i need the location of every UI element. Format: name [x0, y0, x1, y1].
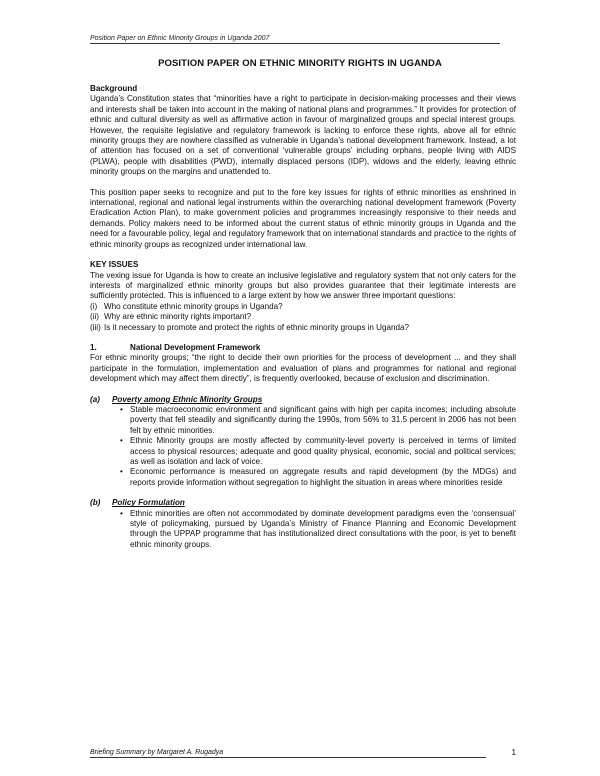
question-number: (i) — [90, 301, 98, 311]
bullet-icon: • — [120, 508, 123, 518]
subsection-a-heading — [90, 395, 516, 405]
question-text: Is it necessary to promote and protect the rights of ethnic minority groups in Uganda? — [104, 322, 410, 332]
bullet-item — [120, 467, 516, 488]
subsection-label: (b) — [90, 498, 101, 508]
question-item — [90, 323, 516, 333]
section-1-text: For ethnic minority groups; “the right to decide their own priorities for the process of development ... and they shall participate in the formulation, implementation and evaluation of plans and programmes for national and regional development which may affect them directly”, is frequently overlooked, because of exclusion and discrimination. — [90, 353, 516, 384]
bullet-text: Ethnic Minority groups are mostly affected by community-level poverty is perceived in terms of limited access to physical resources; adequate and good quality physical, economic, social and political services; as well as isolation and lack of voice. — [130, 436, 516, 466]
header-text: Position Paper on Ethnic Minority Groups in Uganda 2007 — [90, 35, 270, 42]
question-item — [90, 312, 516, 322]
running-footer — [90, 748, 516, 758]
question-number: (ii) — [90, 312, 99, 322]
subsection-a-bullets — [90, 405, 516, 488]
questions-list — [90, 302, 516, 333]
document-body — [90, 84, 516, 550]
question-text: Who constitute ethnic minority groups in Uganda? — [104, 301, 283, 311]
section-1-heading — [90, 343, 516, 353]
background-paragraph-2: This position paper seeks to recognize and put to the fore key issues for rights of ethnic minorities as enshrined in international, regional and national legal instruments within the overarching national development framework (Poverty Eradication Action Plan), to make government policies and programmes increasingly responsive to their needs and demands. Policy makers need to be informed about the current status of ethnic minority groups in Uganda and the need for a favourable policy, legal and regulatory framework that on international standards and practice to the rights of ethnic minority groups as recognized under international law. — [90, 187, 516, 249]
question-item — [90, 302, 516, 312]
section-title: National Development Framework — [130, 342, 261, 352]
subsection-title: Poverty among Ethnic Minority Groups — [112, 394, 263, 404]
bullet-icon: • — [120, 467, 123, 477]
bullet-item — [120, 405, 516, 436]
question-number: (iii) — [90, 322, 101, 332]
document-title: POSITION PAPER ON ETHNIC MINORITY RIGHTS IN UGANDA — [158, 58, 442, 69]
bullet-item — [120, 509, 516, 551]
subsection-b-bullets — [90, 509, 516, 551]
bullet-text: Ethnic minorities are often not accommodated by dominate development paradigms even the ‘consensual’ style of policymaking, pursued by Uganda’s Ministry of Finance Planning and Economic Development through the UPPAP programme that has institutionalized direct consultations with the poor, is yet to benefit ethnic minority groups. — [130, 508, 516, 549]
question-text: Why are ethnic minority rights important? — [104, 312, 252, 322]
page-number: 1 — [511, 748, 516, 757]
subsection-b-heading — [90, 498, 516, 508]
key-issues-intro: The vexing issue for Uganda is how to create an inclusive legislative and regulatory system that not only caters for the interests of marginalized ethnic minority groups but also provides guarantee that their legitimate interests are sufficiently protected. This is influenced to a large extent by how we answer three important questions: — [90, 270, 516, 301]
bullet-text: Stable macroeconomic environment and significant gains with high per capita incomes; including absolute poverty that fell steadily and significantly during the 1990s, from 56% to 31.5 percent in 2006 has not been felt by ethnic minorities. — [130, 404, 516, 435]
subsection-title: Policy Formulation — [112, 498, 185, 508]
key-issues-heading: KEY ISSUES — [90, 260, 139, 270]
bullet-text: Economic performance is measured on aggregate results and rapid development (by the MDGs) and reports provide information without segregation to highlight the situation in areas where minorities reside — [130, 467, 516, 487]
bullet-item — [120, 436, 516, 467]
footer-text: Briefing Summary by Margaret A. Rugadya — [90, 748, 486, 758]
bullet-icon: • — [120, 404, 123, 414]
bullet-icon: • — [120, 436, 123, 446]
background-paragraph-1: Uganda’s Constitution states that “minorities have a right to participate in decision-making processes and their views and interests shall be taken into account in the making of national plans and programmes.” It provides for protection of ethnic and cultural diversity as well as affirmative action in favour of marginalized groups and special interest groups. However, the requisite legislative and regulatory framework is lacking to enforce these rights, above all for ethnic minority groups they are nowhere classified as vulnerable in Uganda’s national development framework. Instead, a lot of attention has focused on a set of conventional ‘vulnerable groups’ including orphans, people living with AIDS (PLWA), people with disabilities (PWD), internally displaced persons (IDP), widows and the elderly, leaving ethnic minority groups on the margins and unattended to. — [90, 94, 516, 177]
subsection-label: (a) — [90, 394, 100, 404]
running-header — [90, 34, 500, 44]
section-number: 1. — [90, 342, 97, 352]
background-heading: Background — [90, 84, 138, 93]
